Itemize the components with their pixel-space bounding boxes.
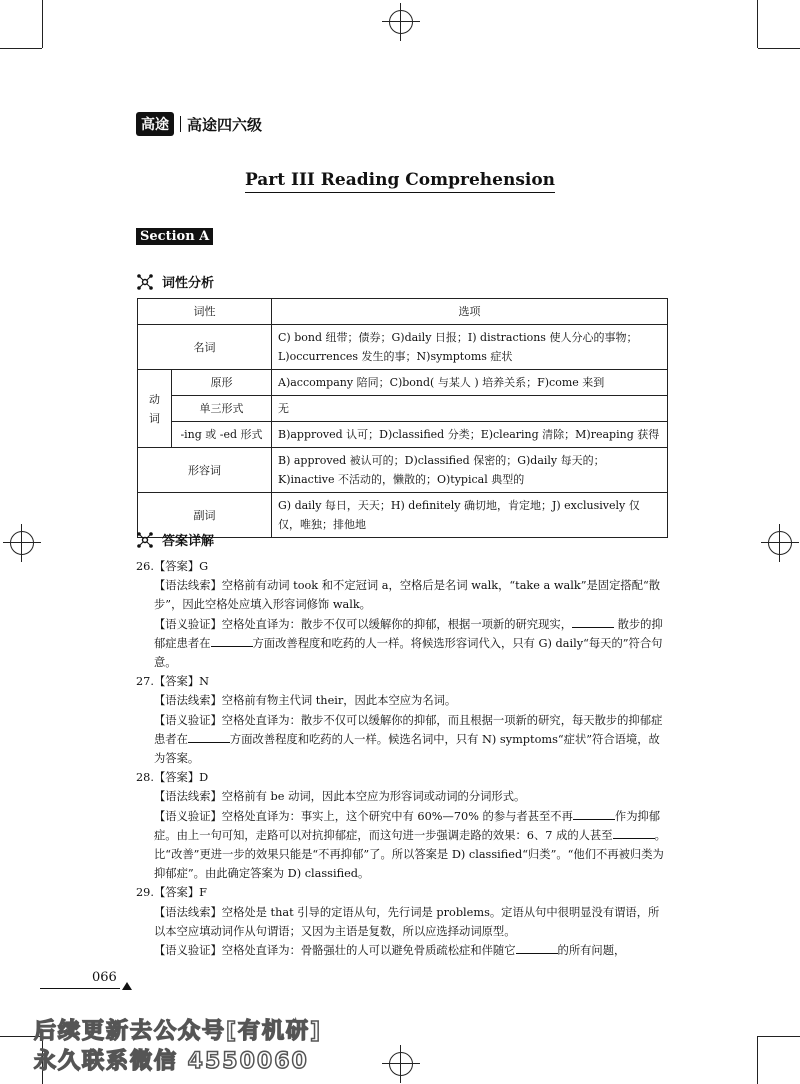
footer-rule bbox=[40, 988, 120, 989]
blank-line bbox=[572, 615, 614, 628]
page-title: Part III Reading Comprehension bbox=[0, 170, 800, 190]
pos-options: B) approved 被认可的；D)classified 保密的；G)daily 每天的；K)inactive 不活动的，懒散的；O)typical 典型的 bbox=[272, 448, 668, 493]
molecule-icon bbox=[136, 531, 154, 549]
pos-label: 名词 bbox=[138, 325, 272, 370]
answers-body bbox=[136, 557, 668, 960]
crop-mark bbox=[758, 48, 800, 49]
answers-heading-text: 答案详解 bbox=[162, 534, 215, 549]
molecule-icon bbox=[136, 273, 154, 291]
pos-heading-text: 词性分析 bbox=[162, 276, 215, 291]
semantic-check: 【语义验证】空格处直译为：散步不仅可以缓解你的抑郁，根据一项新的研究现实， 散步的抑郁症患者在 方面改善程度和吃药的人一样。将候选形容词代入，只有 G) daily“每天的”符合句意。 bbox=[136, 615, 668, 673]
brand-header bbox=[136, 112, 262, 136]
pos-table bbox=[137, 298, 668, 538]
table-row bbox=[138, 422, 668, 448]
answer-27 bbox=[136, 672, 668, 768]
crop-mark bbox=[757, 1036, 758, 1084]
watermark-line-2: 永久联系微信 4550060 bbox=[34, 1049, 309, 1074]
table-header-cell: 词性 bbox=[138, 299, 272, 325]
section-label: Section A bbox=[136, 228, 213, 245]
grammar-clue: 【语法线索】空格处是 that 引导的定语从句，先行词是 problems。定语从句中很明显没有谓语，所以本空应填动词作从句谓语；又因为主语是复数，所以应选择动词原型。 bbox=[154, 905, 660, 938]
answer-head: 27.【答案】N bbox=[136, 675, 210, 689]
blank-line bbox=[613, 826, 655, 839]
pos-label: 动词 bbox=[138, 370, 172, 448]
table-row bbox=[138, 396, 668, 422]
watermark-line-1: 后续更新去公众号[有机研] bbox=[34, 1019, 323, 1044]
pos-options: A)accompany 陪同；C)bond( 与某人 ) 培养关系；F)come 来到 bbox=[272, 370, 668, 396]
answer-head: 29.【答案】F bbox=[136, 886, 207, 900]
registration-mark-icon bbox=[389, 10, 413, 34]
table-row bbox=[138, 299, 668, 325]
answer-26 bbox=[136, 557, 668, 672]
blank-line bbox=[573, 807, 615, 820]
semantic-check: 【语义验证】空格处直译为：散步不仅可以缓解你的抑郁，而且根据一项新的研究，每天散步的抑郁症患者在 方面改善程度和吃药的人一样。候选名词中，只有 N) symptoms“症状”符合语境，故为答案。 bbox=[154, 713, 663, 766]
registration-mark-icon bbox=[768, 531, 792, 555]
crop-mark bbox=[0, 48, 42, 49]
registration-mark-icon bbox=[389, 1052, 413, 1076]
table-row bbox=[138, 448, 668, 493]
table-row bbox=[138, 370, 668, 396]
registration-mark-icon bbox=[10, 531, 34, 555]
pos-sublabel: 单三形式 bbox=[172, 396, 272, 422]
brand-logo: 高途 bbox=[136, 112, 174, 136]
brand-divider bbox=[180, 116, 181, 132]
pos-heading bbox=[136, 272, 214, 291]
triangle-icon bbox=[122, 982, 132, 990]
pos-label: 形容词 bbox=[138, 448, 272, 493]
grammar-clue: 【语法线索】空格前有物主代词 their，因此本空应为名词。 bbox=[154, 694, 457, 708]
answer-head: 28.【答案】D bbox=[136, 771, 209, 785]
pos-label: 副词 bbox=[138, 493, 272, 538]
crop-mark bbox=[757, 0, 758, 48]
table-row bbox=[138, 325, 668, 370]
pos-options: G) daily 每日，天天；H) definitely 确切地，肯定地；J) exclusively 仅仅，唯独；排他地 bbox=[272, 493, 668, 538]
semantic-check: 【语义验证】空格处直译为：骨骼强壮的人可以避免骨质疏松症和伴随它 的所有问题， bbox=[136, 941, 668, 960]
table-header-cell: 选项 bbox=[272, 299, 668, 325]
pos-sublabel: -ing 或 -ed 形式 bbox=[172, 422, 272, 448]
pos-options: B)approved 认可；D)classified 分类；E)clearing 清除；M)reaping 获得 bbox=[272, 422, 668, 448]
answer-head: 26.【答案】G bbox=[136, 560, 209, 573]
crop-mark bbox=[42, 0, 43, 48]
semantic-check: 【语义验证】空格处直译为：事实上，这个研究中有 60%—70% 的参与者甚至不再 作为抑郁症。由上一句可知，走路可以对抗抑郁症，而这句进一步强调走路的效果：6、7 成的人甚至 。比“改善”更进一步的效果只能是“不再抑郁”了。所以答案是 D) classified“归类”。“他们不再被归类为抑郁症”。由此确定答案为 D) classified。 bbox=[136, 807, 668, 884]
page-number: 066 bbox=[92, 970, 117, 985]
pos-sublabel: 原形 bbox=[172, 370, 272, 396]
answer-28 bbox=[136, 768, 668, 883]
answer-29 bbox=[136, 883, 668, 960]
pos-options: 无 bbox=[272, 396, 668, 422]
crop-mark bbox=[758, 1036, 800, 1037]
blank-line bbox=[211, 634, 253, 647]
answers-heading bbox=[136, 530, 214, 549]
brand-name: 高途四六级 bbox=[187, 115, 263, 134]
pos-options: C) bond 纽带；债券；G)daily 日报；I) distractions 使人分心的事物；L)occurrences 发生的事；N)symptoms 症状 bbox=[272, 325, 668, 370]
blank-line bbox=[516, 941, 558, 954]
table-row bbox=[138, 493, 668, 538]
blank-line bbox=[188, 730, 230, 743]
grammar-clue: 【语法线索】空格前有 be 动词，因此本空应为形容词或动词的分词形式。 bbox=[154, 790, 526, 804]
grammar-clue: 【语法线索】空格前有动词 took 和不定冠词 a，空格后是名词 walk，“take a walk”是固定搭配“散步”，因此空格处应填入形容词修饰 walk。 bbox=[154, 579, 661, 612]
